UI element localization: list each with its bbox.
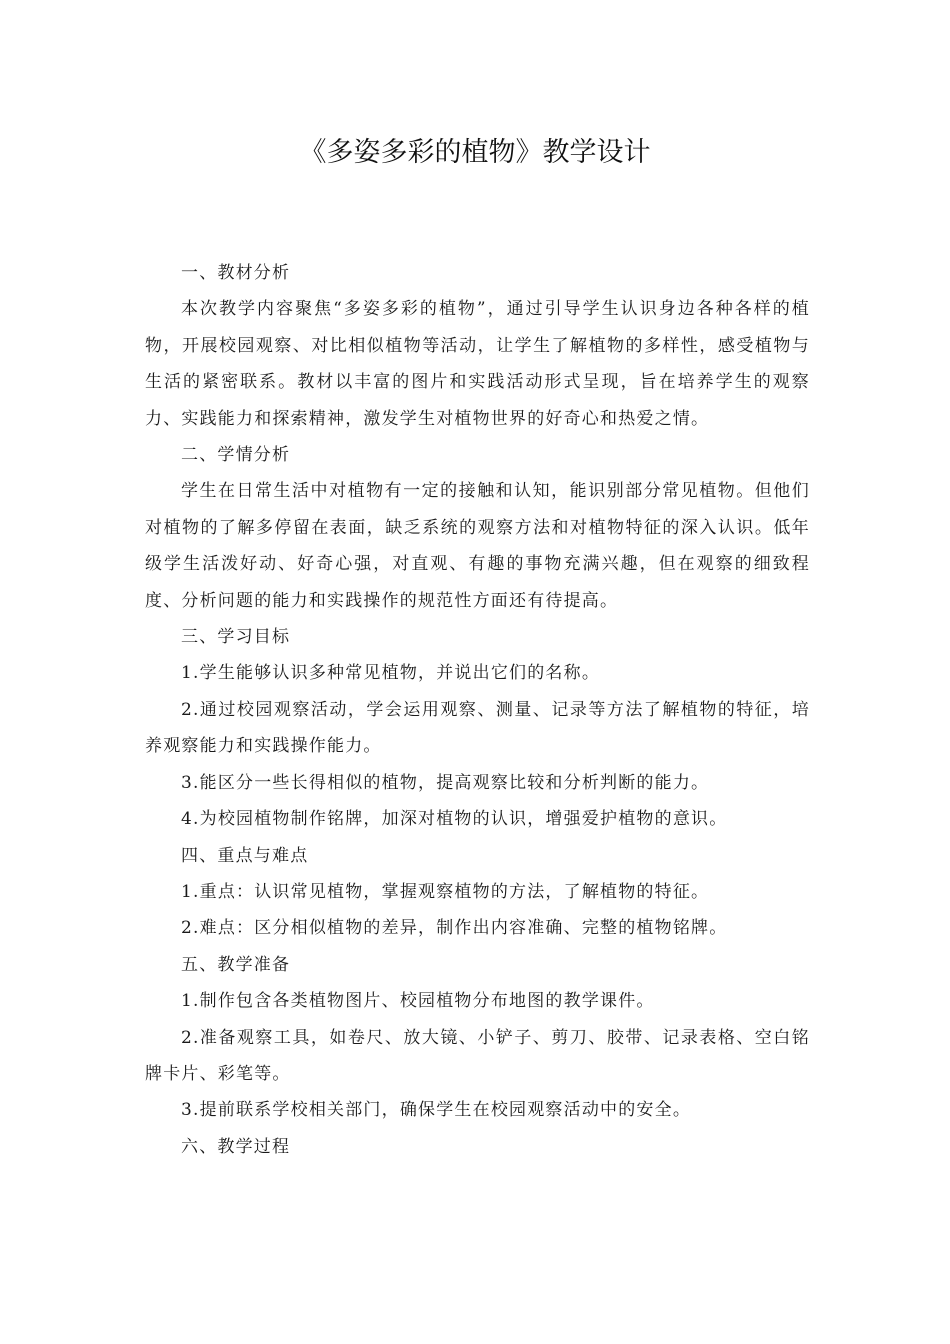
section-heading-teaching-process: 六、教学过程 — [181, 1136, 291, 1157]
key-point-item-2: 2.难点：区分相似植物的差异，制作出内容准确、完整的植物铭牌。 — [181, 918, 728, 939]
document-body — [145, 255, 810, 1165]
objective-item-4: 4.为校园植物制作铭牌，加深对植物的认识，增强爱护植物的意识。 — [181, 809, 728, 830]
paragraph-textbook-analysis: 本次教学内容聚焦“多姿多彩的植物”，通过引导学生认识身边各种各样的植物，开展校园观察、对比相似植物等活动，让学生了解植物的多样性，感受植物与生活的紧密联系。教材以丰富的图片和实践活动形式呈现，旨在培养学生的观察力、实践能力和探索精神，激发学生对植物世界的好奇心和热爱之情。 — [145, 299, 810, 429]
objective-item-3: 3.能区分一些长得相似的植物，提高观察比较和分析判断的能力。 — [181, 772, 710, 793]
section-heading-preparation: 五、教学准备 — [181, 954, 291, 975]
section-heading-learning-objectives: 三、学习目标 — [181, 627, 291, 648]
preparation-item-2: 2.准备观察工具，如卷尺、放大镜、小铲子、剪刀、胶带、记录表格、空白铭牌卡片、彩笔等。 — [145, 1027, 810, 1084]
preparation-item-1: 1.制作包含各类植物图片、校园植物分布地图的教学课件。 — [181, 991, 655, 1012]
paragraph-learner-analysis: 学生在日常生活中对植物有一定的接触和认知，能识别部分常见植物。但他们对植物的了解多停留在表面，缺乏系统的观察方法和对植物特征的深入认识。低年级学生活泼好动、好奇心强，对直观、有趣的事物充满兴趣，但在观察的细致程度、分析问题的能力和实践操作的规范性方面还有待提高。 — [145, 481, 810, 611]
section-heading-textbook-analysis: 一、教材分析 — [181, 263, 291, 283]
section-heading-key-points: 四、重点与难点 — [181, 845, 309, 866]
key-point-item-1: 1.重点：认识常见植物，掌握观察植物的方法，了解植物的特征。 — [181, 881, 710, 902]
preparation-item-3: 3.提前联系学校相关部门，确保学生在校园观察活动中的安全。 — [181, 1100, 692, 1121]
objective-item-2: 2.通过校园观察活动，学会运用观察、测量、记录等方法了解植物的特征，培养观察能力和实践操作能力。 — [145, 699, 810, 757]
document-title: 《多姿多彩的植物》教学设计 — [299, 137, 651, 168]
section-heading-learner-analysis: 二、学情分析 — [181, 445, 291, 466]
objective-item-1: 1.学生能够认识多种常见植物，并说出它们的名称。 — [181, 663, 601, 684]
